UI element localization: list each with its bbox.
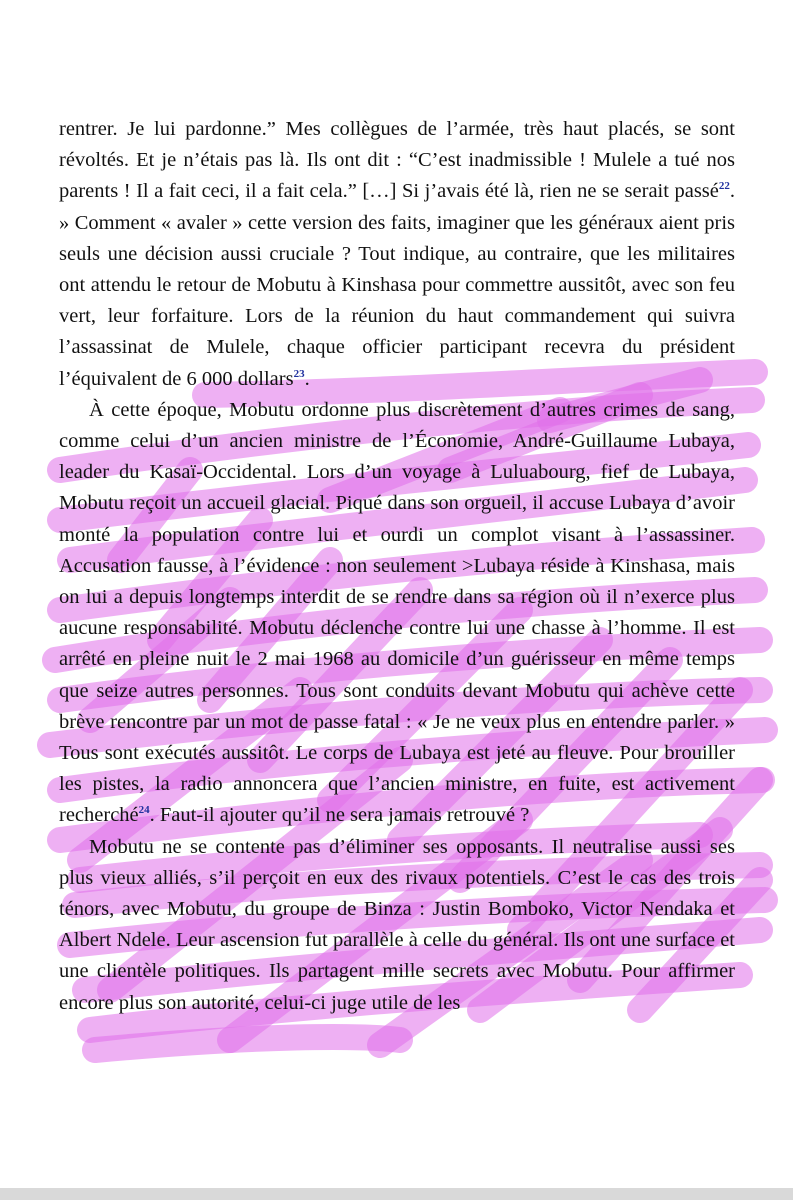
- footnote-ref[interactable]: 22: [718, 180, 730, 193]
- text-run: À cette époque, Mobutu ordonne plus discrètement d’autres crimes de sang, comme celui d’un ancien ministre de l’Économie, André-Guillaume Lubaya, leader du Kasaï-Occidental. Lors d’un voyage à Luluabourg, fief de Lubaya, Mobutu reçoit un accueil glacial. Piqué dans son orgueil, il accuse Lubaya d’avoir monté la population contre lui et ourdi un complot visant à l’assassiner. Accusation fausse, à l’évidence : non seulement >Lubaya réside à Kinshasa, mais on lui a depuis longtemps interdit de se rendre dans sa région où il n’exerce plus aucune responsabilité. Mobutu déclenche contre lui une chasse à l’homme. Il est arrêté en pleine nuit le 2 mai 1968 au domicile d’un guérisseur en même temps que seize autres personnes. Tous sont conduits devant Mobutu qui achève cette brève rencontre par un mot de passe fatal : « Je ne veux plus en entendre parler. » Tous sont exécutés aussitôt. Le corps de Lubaya est jeté au fleuve. Pour brouiller les pistes, la radio annoncera que l’ancien ministre, en fuite, est activement recherché: [59, 398, 735, 827]
- text-run: Mobutu ne se contente pas d’éliminer ses opposants. Il neutralise aussi ses plus vieux alliés, s’il perçoit en eux des rivaux potentiels. C’est le cas des trois ténors, avec Mobutu, du groupe de Binza : Justin Bomboko, Victor Nendaka et Albert Ndele. Leur ascension fut parallèle à celle du général. Ils ont une surface et une clientèle politiques. Ils partagent mille secrets avec Mobutu. Pour affirmer encore plus son autorité, celui-ci juge utile de les: [59, 835, 735, 1014]
- footnote-ref[interactable]: 23: [293, 367, 305, 380]
- text-run: rentrer. Je lui pardonne.” Mes collègues de l’armée, très haut placés, se sont révoltés. Et je n’étais pas là. Ils ont dit : “C’est inadmissible ! Mulele a tué nos parents ! Il a fait ceci, il a fait cela.” […] Si j’avais été là, rien ne se serait passé: [59, 118, 735, 203]
- paragraph: [59, 395, 735, 832]
- text-run: . Faut-il ajouter qu’il ne sera jamais retrouvé ?: [149, 804, 530, 827]
- paragraph: [59, 114, 735, 395]
- paragraph: [59, 832, 735, 1019]
- text-run: .: [304, 367, 310, 390]
- body-text: [59, 114, 735, 1019]
- footnote-ref[interactable]: 24: [138, 804, 150, 817]
- text-run: . » Comment « avaler » cette version des faits, imaginer que les généraux aient pris seuls une décision aussi cruciale ? Tout indique, au contraire, que les militaires ont attendu le retour de Mobutu à Kinshasa pour commettre aussitôt, avec son feu vert, leur forfaiture. Lors de la réunion du haut commandement qui suivra l’assassinat de Mulele, chaque officier participant recevra du président l’équivalent de 6 000 dollars: [59, 180, 735, 390]
- page-bottom-edge: [0, 1188, 793, 1200]
